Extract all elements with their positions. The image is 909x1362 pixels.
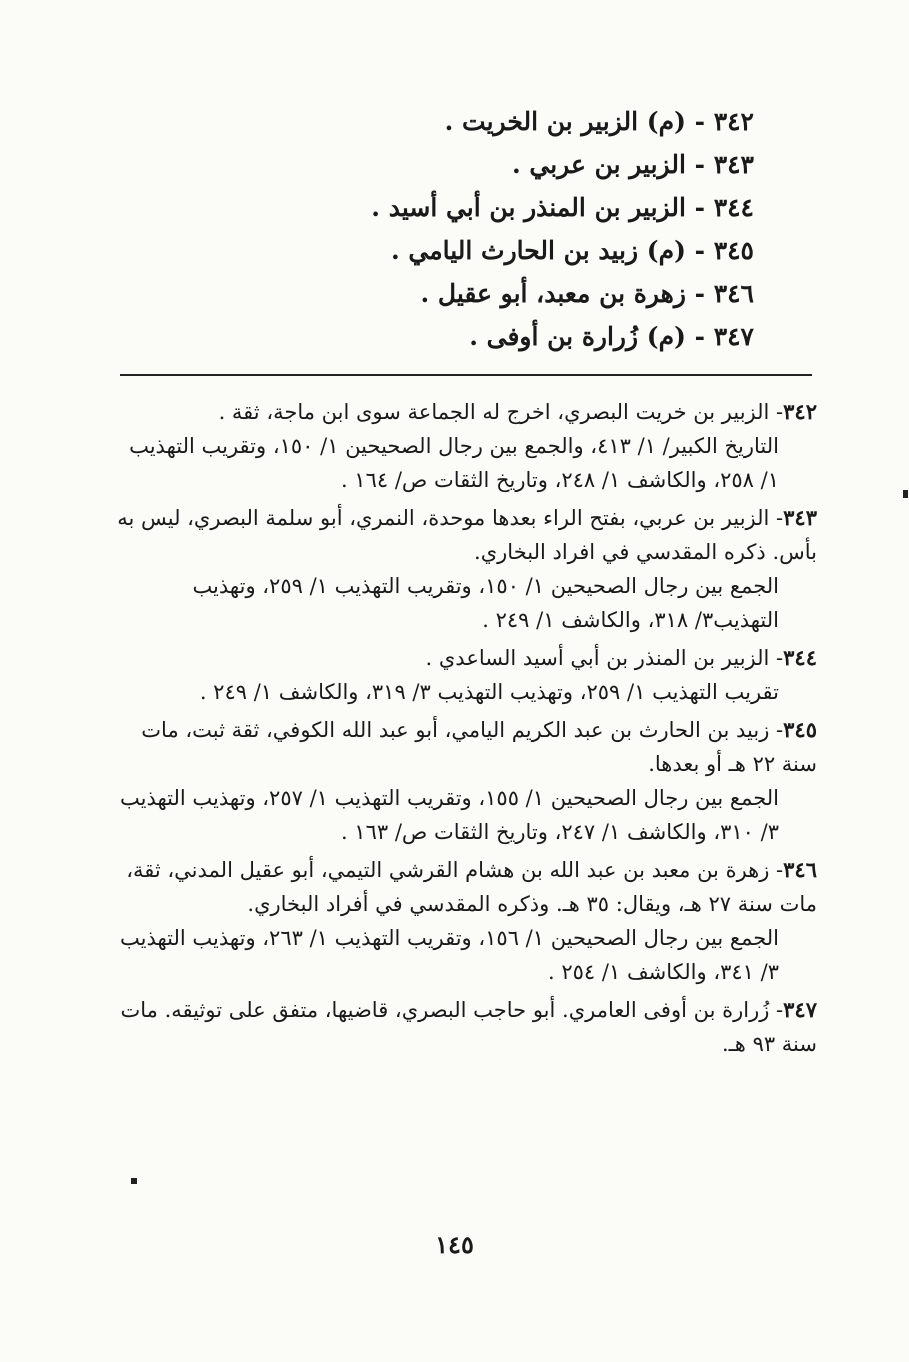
footnote-text: - الزبير بن خريت البصري، اخرج له الجماعة سوى ابن ماجة، ثقة . (218, 400, 784, 424)
footnote-347 (117, 993, 817, 1061)
entry-345: ٣٤٥ - (م) زبيد بن الحارث اليامي . (390, 236, 754, 265)
footnote-references: الجمع بين رجال الصحيحين ١/ ١٥٦، وتقريب التهذيب ١/ ٢٦٣، وتهذيب التهذيب ٣/ ٣٤١، والكاشف ١/ ٢٥٤ . (120, 926, 779, 984)
page-number: ١٤٥ (435, 1230, 474, 1259)
entry-344: ٣٤٤ - الزبير بن المنذر بن أبي أسيد . (371, 193, 754, 222)
footnote-references: تقريب التهذيب ١/ ٢٥٩، وتهذيب التهذيب ٣/ ٣١٩، والكاشف ١/ ٢٤٩ . (199, 680, 779, 704)
footnote-number: ٣٤٣ (783, 505, 817, 530)
footnote-344 (117, 641, 817, 675)
margin-mark (903, 490, 908, 498)
footnote-text: - الزبير بن عربي، بفتح الراء بعدها موحدة، النمري، أبو سلمة البصري، ليس به بأس. ذكره المقدسي في افراد البخاري. (117, 506, 817, 564)
footnote-references: الجمع بين رجال الصحيحين ١/ ١٥٥، وتقريب التهذيب ١/ ٢٥٧، وتهذيب التهذيب ٣/ ٣١٠، والكاشف ١/ ٢٤٧، وتاريخ الثقات ص/ ١٦٣ . (120, 786, 779, 844)
entry-342: ٣٤٢ - (م) الزبير بن الخريت . (444, 107, 754, 136)
footnote-343 (117, 501, 817, 569)
end-mark (131, 1178, 137, 1184)
footnote-number: ٣٤٤ (783, 645, 817, 670)
footnote-number: ٣٤٧ (783, 997, 817, 1022)
entry-347: ٣٤٧ - (م) زُرارة بن أوفى . (469, 322, 754, 351)
footnote-text: - زبيد بن الحارث بن عبد الكريم اليامي، أبو عبد الله الكوفي، ثقة ثبت، مات سنة ٢٢ هـ أو بعدها. (141, 718, 817, 776)
footnote-number: ٣٤٥ (783, 717, 817, 742)
footnote-346 (117, 853, 817, 921)
entry-list (194, 100, 754, 358)
entry-346: ٣٤٦ - زهرة بن معبد، أبو عقيل . (420, 279, 754, 308)
footnote-342 (117, 395, 817, 429)
entry-343: ٣٤٣ - الزبير بن عربي . (511, 150, 754, 179)
footnote-number: ٣٤٦ (783, 857, 817, 882)
footnote-text: - زهرة بن معبد بن عبد الله بن هشام القرشي التيمي، أبو عقيل المدني، ثقة، مات سنة ٢٧ هـ، ويقال: ٣٥ هـ. وذكره المقدسي في أفراد البخاري. (126, 858, 817, 916)
footnote-text: - الزبير بن المنذر بن أبي أسيد الساعدي . (425, 646, 784, 670)
footnote-text: - زُرارة بن أوفى العامري. أبو حاجب البصري، قاضيها، متفق على توثيقه. مات سنة ٩٣ هـ. (120, 998, 817, 1056)
footnote-divider (120, 374, 812, 376)
footnote-number: ٣٤٢ (783, 399, 817, 424)
footnote-references: الجمع بين رجال الصحيحين ١/ ١٥٠، وتقريب التهذيب ١/ ٢٥٩، وتهذيب التهذيب٣/ ٣١٨، والكاشف ١/ ٢٤٩ . (192, 574, 779, 632)
footnotes (117, 395, 817, 1061)
footnote-references: التاريخ الكبير/ ١/ ٤١٣، والجمع بين رجال الصحيحين ١/ ١٥٠، وتقريب التهذيب ١/ ٢٥٨، والكاشف ١/ ٢٤٨، وتاريخ الثقات ص/ ١٦٤ . (129, 434, 779, 492)
footnote-345 (117, 713, 817, 781)
